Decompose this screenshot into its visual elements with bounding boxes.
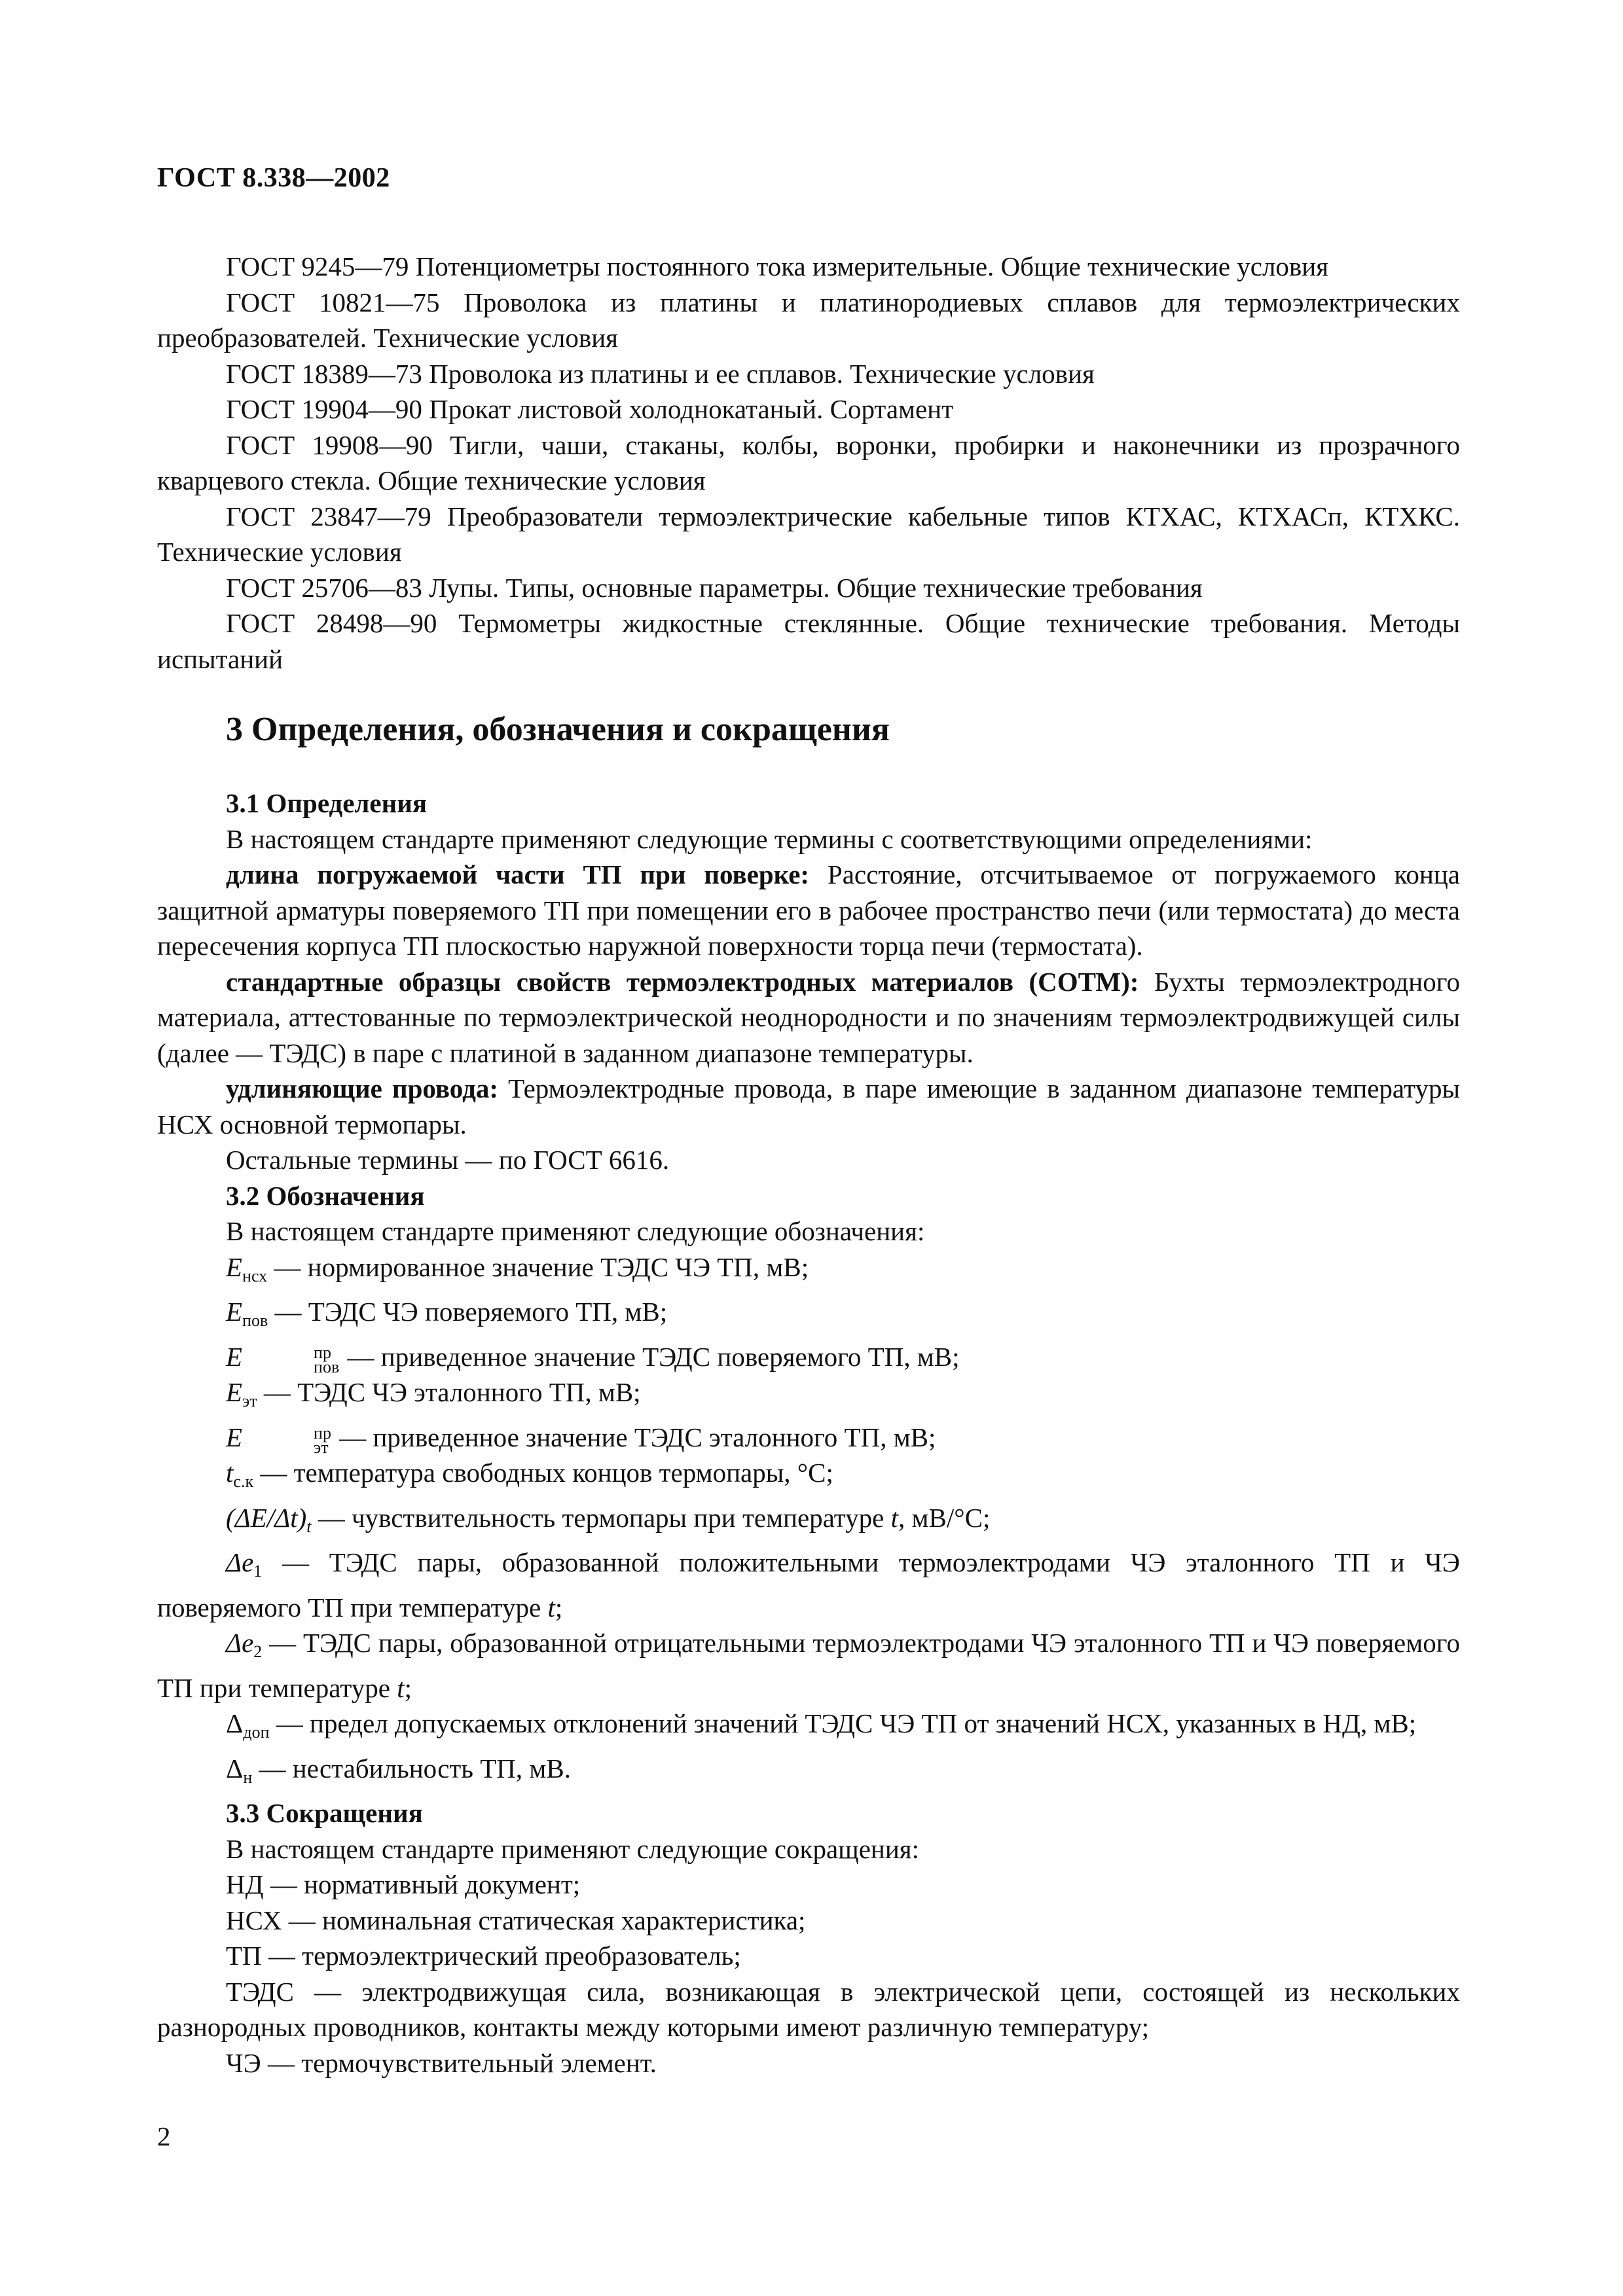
definition-term: стандартные образцы свойств термоэлектродных материалов (СОТМ): [226, 966, 1139, 997]
definition [157, 964, 1460, 1071]
abbreviation-item: ЧЭ — термочувствительный элемент. [226, 2047, 657, 2078]
abbreviation-item: ТП — термоэлектрический преобразователь; [226, 1941, 741, 1971]
symbol-subscript: пов [314, 1357, 340, 1376]
symbol-description: — ТЭДС пары, образованной положительными термоэлектродами ЧЭ эталонного ТП и ЧЭ поверяемого ТП при температуре [157, 1547, 1460, 1623]
symbol-base: E [226, 1341, 243, 1372]
symbol-description: — температура свободных концов термопары, °С; [253, 1458, 833, 1488]
symbol-description: — ТЭДС ЧЭ поверяемого ТП, мВ; [268, 1297, 668, 1327]
symbol-end: ; [555, 1592, 563, 1623]
definition-term: длина погружаемой части ТП при поверке: [226, 859, 810, 889]
definition-text: Бухты термоэлектродного материала, аттестованные по термоэлектрической неоднородности и по значениям термоэлектродвижущей силы (далее — ТЭДС) в паре с платиной в заданном диапазоне температуры. [157, 966, 1460, 1068]
definition-text: Расстояние, отсчитываемое от погружаемого конца защитной арматуры поверяемого ТП при помещении его в рабочее пространство печи (или термостата) до места пересечения корпуса ТП плоскостью наружной поверхности торца печи (термостата). [157, 859, 1460, 961]
symbol-item [157, 1625, 1460, 1706]
normative-references-list [157, 249, 1460, 677]
symbol-item [157, 1500, 1460, 1545]
symbol-unit: , мВ/°С; [898, 1502, 991, 1533]
symbol-item [157, 1249, 1460, 1295]
symbol-base: E [226, 1251, 243, 1282]
paragraph: Остальные термины — по ГОСТ 6616. [226, 1145, 670, 1175]
reference-code: ГОСТ 19904—90 [226, 394, 422, 424]
definition [157, 1071, 1460, 1142]
symbol-description: — нестабильность ТП, мВ. [252, 1753, 571, 1784]
symbol-variable: t [397, 1672, 405, 1703]
reference-code: ГОСТ 10821—75 [226, 287, 440, 317]
symbol-description: — предел допускаемых отклонений значений ТЭДС ЧЭ ТП от значений НСХ, указанных в НД, мВ; [269, 1708, 1417, 1738]
symbol-end: ; [404, 1672, 412, 1703]
symbol-item [157, 1339, 1460, 1375]
symbol-subscript: н [243, 1767, 253, 1787]
symbol-description: — ТЭДС пары, образованной отрицательными термоэлектродами ЧЭ эталонного ТП и ЧЭ поверяемого ТП при температуре [157, 1628, 1460, 1703]
reference-title: Термометры жидкостные стеклянные. Общие технические требования. Методы испытаний [157, 608, 1461, 674]
symbol-variable: t [547, 1592, 555, 1623]
symbol-base: Δe [226, 1547, 254, 1577]
section-title: 3 Определения, обозначения и сокращения [226, 711, 890, 748]
reference-code: ГОСТ 28498—90 [226, 608, 437, 638]
document-header: ГОСТ 8.338—2002 [157, 163, 390, 193]
symbol-subscript: эт [314, 1437, 329, 1457]
reference-title: Преобразователи термоэлектрические кабельные типов КТХАС, КТХАСп, КТХКС. Технические условия [157, 501, 1461, 567]
reference-code: ГОСТ 18389—73 [226, 358, 422, 389]
symbol-subscript: доп [243, 1723, 270, 1742]
symbol-variable: t [890, 1502, 899, 1533]
section-body [157, 785, 1460, 2081]
symbol-item [157, 1420, 1460, 1456]
symbol-indices [245, 1423, 331, 1457]
reference-code: ГОСТ 23847—79 [226, 501, 431, 531]
symbol-item [157, 1545, 1460, 1625]
symbol-subscript: t [306, 1516, 312, 1536]
symbol-subscript: эт [242, 1391, 257, 1410]
subsection-title: 3.3 Сокращения [226, 1798, 423, 1828]
symbol-base: Δ [226, 1708, 244, 1738]
symbol-superscript: пр [314, 1423, 331, 1443]
symbol-indices [245, 1342, 340, 1376]
reference-item [157, 285, 1460, 356]
symbol-item [157, 1455, 1460, 1500]
reference-item [157, 427, 1460, 499]
reference-title: Тигли, чаши, стаканы, колбы, воронки, пробирки и наконечники из прозрачного кварцевого стекла. Общие технические условия [157, 429, 1461, 495]
symbol-base: Δ [226, 1753, 244, 1784]
symbol-subscript: 2 [253, 1642, 263, 1661]
abbreviation-item: НСХ — номинальная статическая характеристика; [226, 1905, 806, 1935]
symbol-item [157, 1294, 1460, 1339]
subsection-title: 3.2 Обозначения [226, 1180, 425, 1211]
abbreviation-item: ТЭДС — электродвижущая сила, возникающая в электрической цепи, состоящей из нескольких разнородных проводников, контакты между которыми имеют различную температуру; [157, 1976, 1460, 2042]
symbol-description: — ТЭДС ЧЭ эталонного ТП, мВ; [257, 1377, 641, 1407]
reference-title: Проволока из платины и платинородиевых сплавов для термоэлектрических преобразователей. Технические условия [157, 287, 1460, 353]
symbol-description: — чувствительность термопары при температуре [311, 1502, 891, 1533]
symbol-superscript: пр [314, 1342, 331, 1362]
symbol-item [157, 1751, 1460, 1796]
symbol-subscript: нсх [242, 1266, 268, 1285]
paragraph: В настоящем стандарте применяют следующие сокращения: [226, 1833, 920, 1864]
reference-item [157, 391, 1460, 427]
symbol-item [157, 1374, 1460, 1420]
page-number: 2 [157, 2121, 171, 2151]
symbol-base: E [226, 1297, 243, 1327]
definition-term: удлиняющие провода: [226, 1073, 498, 1103]
reference-title: Потенциометры постоянного тока измерительные. Общие технические условия [415, 251, 1329, 281]
reference-code: ГОСТ 9245—79 [226, 251, 409, 281]
symbol-subscript: пов [242, 1311, 268, 1330]
reference-item [157, 249, 1460, 285]
symbol-base: t [226, 1458, 234, 1488]
symbol-item [157, 1706, 1460, 1751]
symbol-base: Δe [226, 1628, 254, 1658]
symbol-description: — приведенное значение ТЭДС поверяемого ТП, мВ; [340, 1341, 960, 1372]
paragraph: В настоящем стандарте применяют следующие обозначения: [226, 1216, 925, 1246]
symbol-description: — нормированное значение ТЭДС ЧЭ ТП, мВ; [267, 1251, 809, 1282]
symbol-subscript: 1 [253, 1562, 263, 1581]
definition [157, 857, 1460, 964]
reference-title: Прокат листовой холоднокатаный. Сортамент [429, 394, 954, 424]
paragraph: В настоящем стандарте применяют следующие термины с соответствующими определениями: [226, 823, 1313, 854]
symbol-subscript: с.к [233, 1472, 254, 1491]
definition-text: Термоэлектродные провода, в паре имеющие в заданном диапазоне температуры НСХ основной термопары. [157, 1073, 1460, 1139]
reference-code: ГОСТ 19908—90 [226, 429, 433, 460]
reference-title: Лупы. Типы, основные параметры. Общие технические требования [429, 572, 1203, 603]
reference-title: Проволока из платины и ее сплавов. Технические условия [429, 358, 1095, 389]
symbol-description: — приведенное значение ТЭДС эталонного ТП, мВ; [332, 1422, 936, 1452]
reference-code: ГОСТ 25706—83 [226, 572, 422, 603]
reference-item [157, 570, 1460, 606]
symbol-base: E [226, 1422, 243, 1452]
reference-item [157, 356, 1460, 392]
symbol-base: (ΔE/Δt) [226, 1502, 307, 1533]
symbol-base: E [226, 1377, 243, 1407]
abbreviation-item: НД — нормативный документ; [226, 1869, 581, 1899]
subsection-title: 3.1 Определения [226, 788, 428, 818]
reference-item [157, 605, 1460, 677]
reference-item [157, 499, 1460, 570]
